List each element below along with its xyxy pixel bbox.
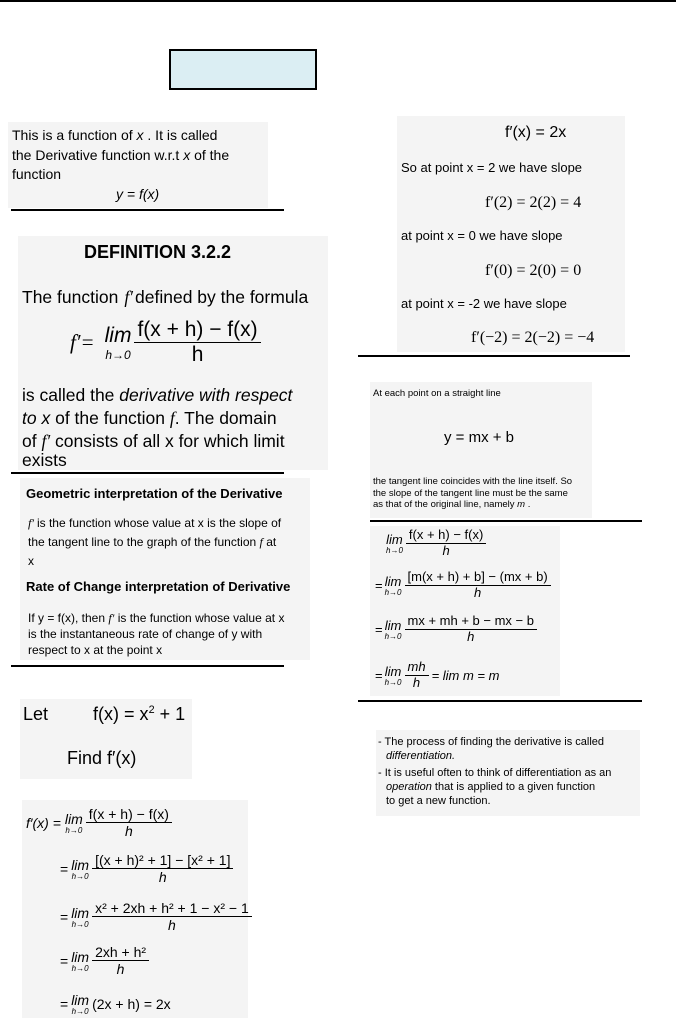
definition-title: DEFINITION 3.2.2	[84, 242, 232, 262]
derivative-calculation: f′(x) = lim h→0 $\frac{f(x + h) - f(x)}{h}$ = lim h→0 $\frac{\text{[(x + h)² + 1] − [x² + 1]}}{h}$ = lim h→0 $\frac{\text{x² + 2xh + h² + 1 − x² − 1}}{h}$ = lim h→0 $\frac{\text{2xh + h²}}{h}$ = lim h→0 (2x + h) = 2x	[22, 800, 248, 1018]
straight-line-box: At each point on a straight line y = mx + b the tangent line coincides with the line itself. So the slope of the tangent line must be the same as that of the original line, namely m .	[370, 382, 592, 518]
function-note-box: This is a function of x . It is called the Derivative function w.r.t x of the function y = f(x)	[8, 122, 268, 208]
y-equals-fx: y = f(x)	[116, 185, 160, 202]
rate-title: Rate of Change interpretation of Derivative	[26, 579, 291, 594]
definition-box: DEFINITION 3.2.2 The function f′ defined by the formula f′= lim h→0 $\frac{f(x + h) - f(x)}{h}$ is called the derivative with respect to x of the function f. The domain of f′ consists of all x for which limit exists	[18, 236, 328, 470]
rule	[11, 472, 284, 474]
title-box	[169, 49, 317, 90]
rule	[370, 520, 642, 522]
derivative-formula: f′= lim h→0 $\frac{f(x + h) - f(x)}{h}$	[70, 318, 261, 367]
top-rule	[0, 0, 676, 2]
interpretation-box: Geometric interpretation of the Derivative f′ is the function whose value at x is the slope of the tangent line to the graph of the function f at x Rate of Change interpretation of Derivative If y = f(x), then f′ is the function whose value at x is the instantaneous rate of change of y with respect to x at the point x	[20, 478, 310, 660]
line-equation: y = mx + b	[444, 429, 515, 446]
find-derivative: Find f′(x)	[67, 748, 137, 768]
rule	[11, 209, 284, 211]
rule	[358, 355, 630, 357]
line-limit-calculation: lim h→0 $\frac{f(x + h) - f(x)}{h}$ = lim h→0 $\frac{[m(x + h) + b] - (mx + b)}{h}$ = lim h→0 $\frac{mx + mh + b - mx - b}{h}$ = lim h→0 $\frac{mh}{h}$ = lim m = m	[370, 526, 560, 696]
rule	[11, 665, 284, 667]
differentiation-notes: - The process of finding the derivative is called differentiation. - It is useful often to think of differentiation as an operation that is applied to a given function to get a new function.	[376, 730, 640, 816]
slope-examples: f′(x) = 2x So at point x = 2 we have slope f′(2) = 2(2) = 4 at point x = 0 we have slope f′(0) = 2(0) = 0 at point x = -2 we have slope f′(−2) = 2(−2) = −4	[397, 116, 625, 352]
geometric-title: Geometric interpretation of the Derivative	[26, 486, 283, 501]
rule	[358, 700, 642, 702]
example-box: Let $f(x) = x^2 + 1$ Find f′(x)	[20, 699, 192, 779]
